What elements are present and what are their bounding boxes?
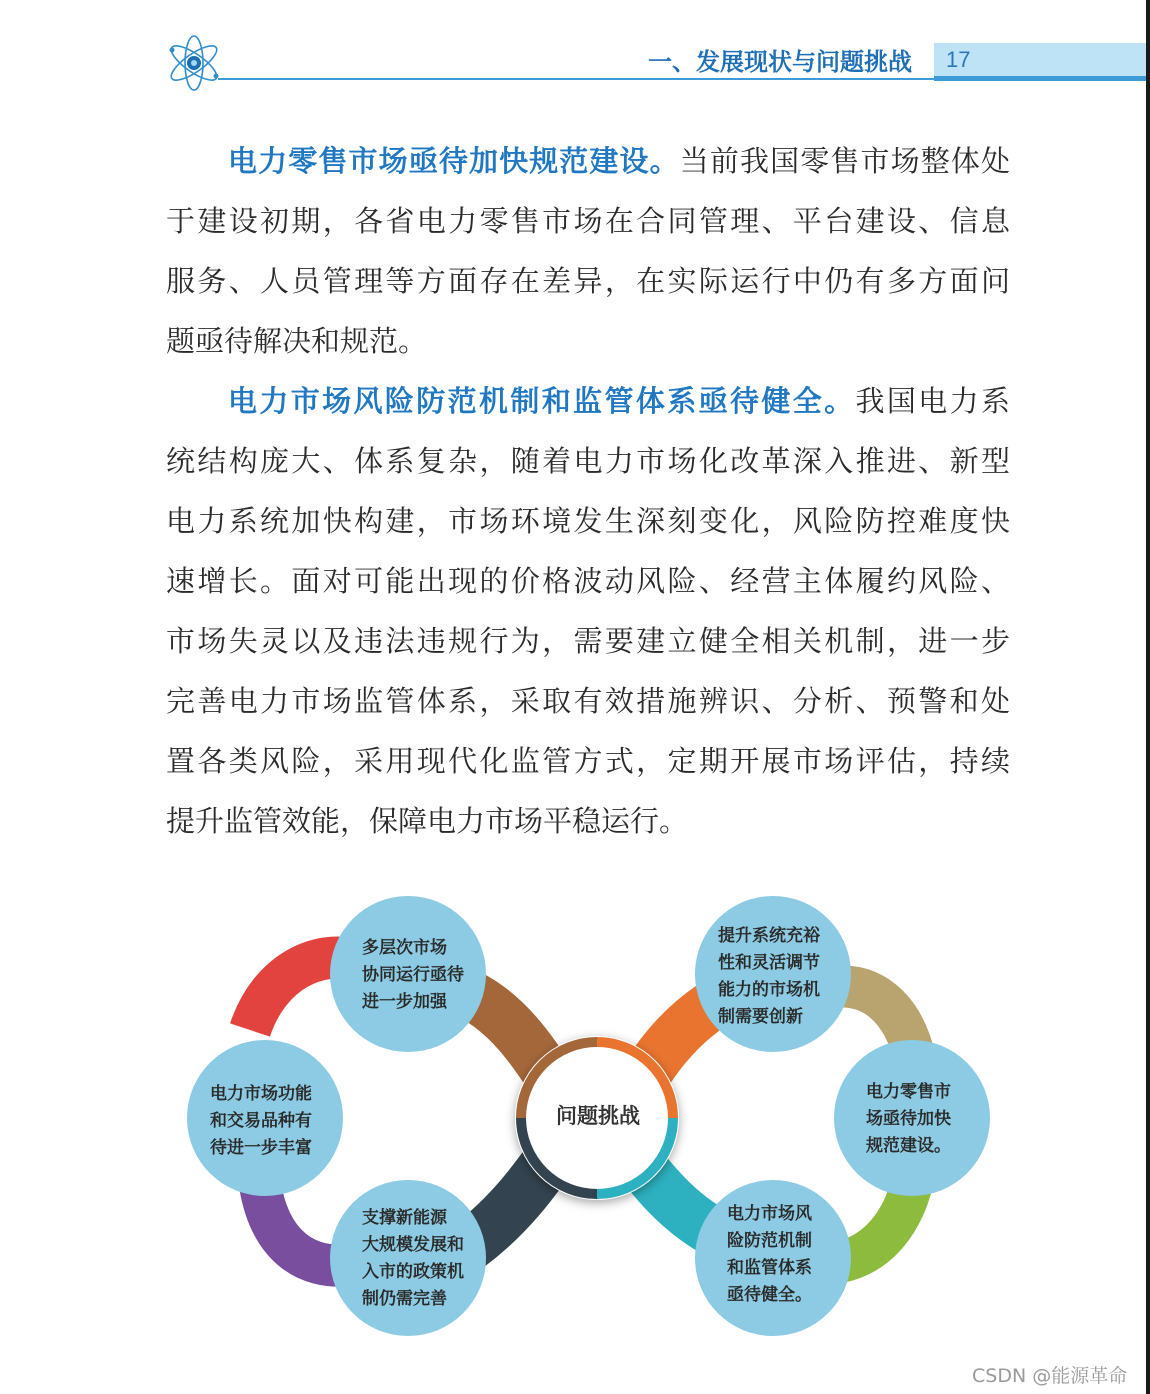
node-new-energy-policy [362, 1205, 464, 1313]
node-market-function [210, 1081, 312, 1162]
node-text-line: 和交易品种有 [210, 1111, 312, 1131]
node-text-line: 规范建设。 [866, 1136, 951, 1156]
node-text-line: 支撑新能源 [362, 1208, 447, 1228]
paragraph-line: 题亟待解决和规范。 [166, 324, 428, 358]
node-text-line: 性和灵活调节 [718, 953, 820, 973]
paragraph-line: 速增长。面对可能出现的价格波动风险、经营主体履约风险、 [166, 564, 1010, 598]
node-text-line: 电力市场风 [727, 1204, 812, 1224]
paragraph-line: 于建设初期，各省电力零售市场在合同管理、平台建设、信息 [166, 204, 1010, 238]
node-retail-market [866, 1079, 951, 1160]
node-text-line: 和监管体系 [727, 1258, 812, 1278]
paragraph-text: 我国电力系 [855, 384, 1010, 418]
node-text-line: 待进一步丰富 [210, 1138, 312, 1158]
node-text-line: 能力的市场机 [718, 980, 820, 1000]
paragraph-line: 提升监管效能，保障电力市场平稳运行。 [166, 804, 689, 838]
node-text-line: 电力零售市 [866, 1082, 951, 1102]
node-text-line: 提升系统充裕 [718, 926, 820, 946]
node-text-line: 电力市场功能 [210, 1084, 312, 1104]
center-label: 问题挑战 [556, 1103, 640, 1128]
node-text-line: 大规模发展和 [362, 1235, 464, 1255]
paragraph-line: 置各类风险，采用现代化监管方式，定期开展市场评估，持续 [166, 744, 1010, 778]
paragraph-line: 完善电力市场监管体系，采取有效措施辨识、分析、预警和处 [166, 684, 1010, 718]
paragraph-line: 服务、人员管理等方面存在差异，在实际运行中仍有多方面问 [166, 264, 1010, 298]
node-text-line: 亟待健全。 [727, 1285, 812, 1305]
node-risk-regulation [727, 1201, 812, 1309]
paragraph-line: 市场失灵以及违法违规行为，需要建立健全相关机制，进一步 [166, 624, 1010, 658]
paragraph-line: 电力系统加快构建，市场环境发生深刻变化，风险防控难度快 [166, 504, 1010, 538]
paragraph-lead: 电力零售市场亟待加快规范建设。 [228, 144, 680, 178]
page-number: 17 [946, 47, 971, 72]
node-text-line: 制仍需完善 [362, 1289, 447, 1309]
node-text-line: 多层次市场 [362, 938, 447, 958]
node-text-line: 进一步加强 [362, 992, 447, 1012]
node-multilevel-market [362, 935, 464, 1016]
node-text-line: 制需要创新 [718, 1007, 803, 1027]
paragraph-text: 当前我国零售市场整体处 [679, 144, 1010, 178]
paragraph-lead: 电力市场风险防范机制和监管体系亟待健全。 [228, 384, 856, 418]
node-system-adequacy [718, 923, 820, 1031]
node-text-line: 场亟待加快 [866, 1109, 951, 1129]
paragraph-line: 统结构庞大、体系复杂，随着电力市场化改革深入推进、新型 [166, 444, 1010, 478]
section-title: 一、发展现状与问题挑战 [648, 48, 912, 76]
node-text-line: 入市的政策机 [362, 1262, 464, 1282]
node-text-line: 协同运行亟待 [362, 965, 464, 985]
watermark: CSDN @能源革命 [972, 1365, 1128, 1387]
node-text-line: 险防范机制 [727, 1231, 812, 1251]
